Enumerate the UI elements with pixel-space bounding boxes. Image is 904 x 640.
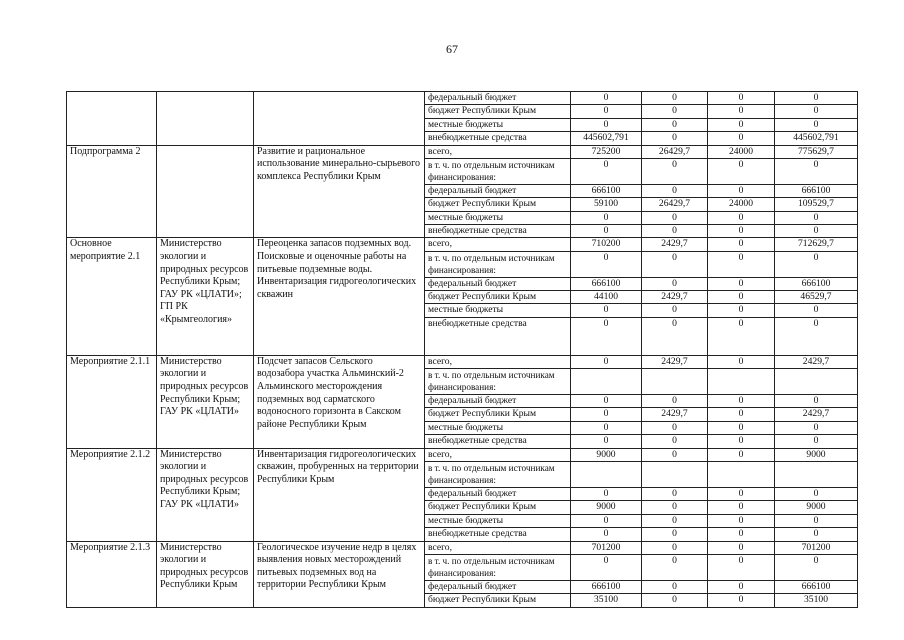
- amount-cell: 0: [642, 594, 708, 607]
- amount-cell: 0: [571, 421, 642, 434]
- amount-cell: 26429,7: [642, 145, 708, 158]
- amount-cell: 26429,7: [642, 198, 708, 211]
- amount-cell: [708, 369, 775, 395]
- amount-cell: 0: [708, 355, 775, 368]
- amount-cell: 0: [642, 251, 708, 277]
- amount-cell: 0: [571, 211, 642, 224]
- amount-cell: 9000: [775, 501, 858, 514]
- funding-source-label: местные бюджеты: [425, 421, 571, 434]
- description: Инвентаризация гидрогеологических скважин, пробуренных на территории Республики Крым: [254, 448, 425, 541]
- funding-source-label: всего,: [425, 355, 571, 368]
- financing-table: [66, 91, 858, 608]
- amount-cell: 701200: [775, 541, 858, 554]
- amount-cell: 0: [642, 211, 708, 224]
- amount-cell: 0: [708, 251, 775, 277]
- table-row: [67, 238, 858, 251]
- funding-source-label: всего,: [425, 448, 571, 461]
- funding-source-label: в т. ч. по отдельным источникам финансирования:: [425, 251, 571, 277]
- amount-cell: 0: [642, 225, 708, 238]
- amount-cell: 2429,7: [775, 355, 858, 368]
- amount-cell: 2429,7: [642, 408, 708, 421]
- description: Переоценка запасов подземных вод. Поисковые и оценочные работы на питьевые подземные воды. Инвентаризация гидрогеологических скважин: [254, 238, 425, 355]
- amount-cell: 35100: [775, 594, 858, 607]
- amount-cell: [571, 369, 642, 395]
- funding-source-label: в т. ч. по отдельным источникам финансирования:: [425, 462, 571, 488]
- funding-source-label: внебюджетные средства: [425, 435, 571, 448]
- amount-cell: 0: [775, 92, 858, 105]
- amount-cell: 109529,7: [775, 198, 858, 211]
- amount-cell: [775, 462, 858, 488]
- funding-source-label: бюджет Республики Крым: [425, 198, 571, 211]
- executor: Министерство экологии и природных ресурсов Республики Крым; ГАУ РК «ЦЛАТИ»; ГП РК «Крымгеология»: [157, 238, 254, 355]
- amount-cell: 0: [642, 118, 708, 131]
- funding-source-label: федеральный бюджет: [425, 277, 571, 290]
- amount-cell: 0: [571, 225, 642, 238]
- amount-cell: 0: [708, 448, 775, 461]
- funding-source-label: федеральный бюджет: [425, 184, 571, 197]
- table-row: [67, 145, 858, 158]
- amount-cell: 59100: [571, 198, 642, 211]
- table-row: [67, 541, 858, 554]
- amount-cell: 0: [775, 317, 858, 355]
- funding-source-label: местные бюджеты: [425, 211, 571, 224]
- funding-source-label: федеральный бюджет: [425, 92, 571, 105]
- program-name: Подпрограмма 2: [67, 145, 157, 238]
- funding-source-label: в т. ч. по отдельным источникам финансирования:: [425, 159, 571, 185]
- amount-cell: 0: [642, 435, 708, 448]
- amount-cell: 0: [571, 487, 642, 500]
- amount-cell: 0: [642, 514, 708, 527]
- amount-cell: 0: [775, 528, 858, 541]
- amount-cell: 0: [775, 105, 858, 118]
- amount-cell: 2429,7: [642, 238, 708, 251]
- funding-source-label: федеральный бюджет: [425, 580, 571, 593]
- amount-cell: 0: [775, 225, 858, 238]
- table-row: [67, 355, 858, 368]
- amount-cell: [642, 462, 708, 488]
- funding-source-label: внебюджетные средства: [425, 225, 571, 238]
- amount-cell: 0: [642, 92, 708, 105]
- funding-source-label: местные бюджеты: [425, 304, 571, 317]
- amount-cell: 0: [708, 514, 775, 527]
- funding-source-label: внебюджетные средства: [425, 317, 571, 355]
- funding-source-label: внебюджетные средства: [425, 528, 571, 541]
- amount-cell: [642, 369, 708, 395]
- amount-cell: 24000: [708, 198, 775, 211]
- amount-cell: 0: [642, 541, 708, 554]
- amount-cell: 666100: [571, 184, 642, 197]
- amount-cell: 0: [642, 448, 708, 461]
- amount-cell: 0: [642, 105, 708, 118]
- amount-cell: [775, 369, 858, 395]
- program-name: [67, 92, 157, 146]
- amount-cell: 0: [571, 118, 642, 131]
- funding-source-label: бюджет Республики Крым: [425, 105, 571, 118]
- amount-cell: 0: [708, 501, 775, 514]
- amount-cell: 0: [571, 514, 642, 527]
- amount-cell: 0: [775, 304, 858, 317]
- amount-cell: 2429,7: [642, 355, 708, 368]
- table-row: [67, 448, 858, 461]
- amount-cell: 0: [775, 514, 858, 527]
- amount-cell: 712629,7: [775, 238, 858, 251]
- amount-cell: 0: [708, 408, 775, 421]
- amount-cell: 666100: [775, 277, 858, 290]
- program-name: Мероприятие 2.1.2: [67, 448, 157, 541]
- amount-cell: 445602,791: [775, 132, 858, 145]
- amount-cell: 710200: [571, 238, 642, 251]
- description: Геологическое изучение недр в целях выявления новых месторождений питьевых подземных вод на территории Республики Крым: [254, 541, 425, 607]
- amount-cell: 0: [708, 92, 775, 105]
- amount-cell: 0: [642, 184, 708, 197]
- amount-cell: 0: [708, 395, 775, 408]
- amount-cell: 0: [642, 277, 708, 290]
- amount-cell: 0: [775, 211, 858, 224]
- amount-cell: 0: [571, 435, 642, 448]
- amount-cell: 0: [642, 421, 708, 434]
- amount-cell: 0: [642, 501, 708, 514]
- amount-cell: [708, 462, 775, 488]
- amount-cell: 24000: [708, 145, 775, 158]
- amount-cell: 0: [642, 304, 708, 317]
- amount-cell: 9000: [775, 448, 858, 461]
- executor: Министерство экологии и природных ресурсов Республики Крым: [157, 541, 254, 607]
- amount-cell: 0: [571, 355, 642, 368]
- funding-source-label: внебюджетные средства: [425, 132, 571, 145]
- amount-cell: 0: [708, 304, 775, 317]
- funding-source-label: бюджет Республики Крым: [425, 594, 571, 607]
- amount-cell: 0: [708, 487, 775, 500]
- amount-cell: 0: [571, 159, 642, 185]
- amount-cell: 9000: [571, 501, 642, 514]
- amount-cell: 0: [708, 528, 775, 541]
- amount-cell: 0: [708, 225, 775, 238]
- description: Подсчет запасов Сельского водозабора участка Альминский-2 Альминского месторождения подземных вод сарматского водоносного горизонта в Сакском районе Республики Крым: [254, 355, 425, 448]
- amount-cell: 0: [708, 580, 775, 593]
- amount-cell: 0: [708, 421, 775, 434]
- amount-cell: 0: [708, 184, 775, 197]
- amount-cell: 0: [708, 238, 775, 251]
- funding-source-label: в т. ч. по отдельным источникам финансирования:: [425, 369, 571, 395]
- amount-cell: 0: [775, 421, 858, 434]
- amount-cell: 0: [642, 317, 708, 355]
- funding-source-label: в т. ч. по отдельным источникам финансирования:: [425, 554, 571, 580]
- program-name: Мероприятие 2.1.1: [67, 355, 157, 448]
- amount-cell: 666100: [775, 184, 858, 197]
- amount-cell: 0: [775, 251, 858, 277]
- amount-cell: 44100: [571, 291, 642, 304]
- amount-cell: 0: [775, 435, 858, 448]
- amount-cell: 0: [708, 554, 775, 580]
- amount-cell: 9000: [571, 448, 642, 461]
- amount-cell: 0: [708, 317, 775, 355]
- amount-cell: 0: [571, 528, 642, 541]
- amount-cell: 0: [642, 528, 708, 541]
- amount-cell: 0: [708, 541, 775, 554]
- amount-cell: 0: [571, 554, 642, 580]
- funding-source-label: федеральный бюджет: [425, 395, 571, 408]
- amount-cell: 0: [775, 554, 858, 580]
- amount-cell: 0: [708, 277, 775, 290]
- amount-cell: 0: [571, 395, 642, 408]
- amount-cell: 0: [642, 580, 708, 593]
- program-name: Мероприятие 2.1.3: [67, 541, 157, 607]
- funding-source-label: бюджет Республики Крым: [425, 501, 571, 514]
- amount-cell: 666100: [571, 277, 642, 290]
- table-row: [67, 92, 858, 105]
- amount-cell: 0: [708, 594, 775, 607]
- amount-cell: 0: [775, 118, 858, 131]
- amount-cell: 2429,7: [642, 291, 708, 304]
- executor: Министерство экологии и природных ресурсов Республики Крым; ГАУ РК «ЦЛАТИ»: [157, 448, 254, 541]
- amount-cell: 0: [571, 304, 642, 317]
- funding-source-label: местные бюджеты: [425, 514, 571, 527]
- page-number: 67: [446, 42, 458, 56]
- amount-cell: [571, 462, 642, 488]
- amount-cell: 0: [775, 487, 858, 500]
- amount-cell: 0: [708, 435, 775, 448]
- funding-source-label: местные бюджеты: [425, 118, 571, 131]
- amount-cell: 0: [708, 291, 775, 304]
- executor: [157, 145, 254, 238]
- amount-cell: 775629,7: [775, 145, 858, 158]
- program-name: Основное мероприятие 2.1: [67, 238, 157, 355]
- amount-cell: 666100: [571, 580, 642, 593]
- amount-cell: 0: [642, 487, 708, 500]
- amount-cell: 0: [708, 105, 775, 118]
- description: [254, 92, 425, 146]
- amount-cell: 0: [642, 159, 708, 185]
- executor: Министерство экологии и природных ресурсов Республики Крым; ГАУ РК «ЦЛАТИ»: [157, 355, 254, 448]
- funding-source-label: федеральный бюджет: [425, 487, 571, 500]
- executor: [157, 92, 254, 146]
- amount-cell: 0: [571, 408, 642, 421]
- description: Развитие и рациональное использование минерально-сырьевого комплекса Республики Крым: [254, 145, 425, 238]
- amount-cell: 701200: [571, 541, 642, 554]
- amount-cell: 2429,7: [775, 408, 858, 421]
- amount-cell: 46529,7: [775, 291, 858, 304]
- amount-cell: 0: [642, 554, 708, 580]
- amount-cell: 0: [708, 118, 775, 131]
- amount-cell: 0: [708, 159, 775, 185]
- amount-cell: 0: [775, 159, 858, 185]
- amount-cell: 725200: [571, 145, 642, 158]
- amount-cell: 0: [708, 132, 775, 145]
- funding-source-label: бюджет Республики Крым: [425, 408, 571, 421]
- amount-cell: 0: [642, 395, 708, 408]
- amount-cell: 35100: [571, 594, 642, 607]
- amount-cell: 0: [571, 105, 642, 118]
- amount-cell: 0: [571, 92, 642, 105]
- amount-cell: 666100: [775, 580, 858, 593]
- amount-cell: 445602,791: [571, 132, 642, 145]
- amount-cell: 0: [571, 251, 642, 277]
- amount-cell: 0: [571, 317, 642, 355]
- funding-source-label: бюджет Республики Крым: [425, 291, 571, 304]
- funding-source-label: всего,: [425, 541, 571, 554]
- funding-source-label: всего,: [425, 238, 571, 251]
- funding-source-label: всего,: [425, 145, 571, 158]
- amount-cell: 0: [642, 132, 708, 145]
- amount-cell: 0: [708, 211, 775, 224]
- amount-cell: 0: [775, 395, 858, 408]
